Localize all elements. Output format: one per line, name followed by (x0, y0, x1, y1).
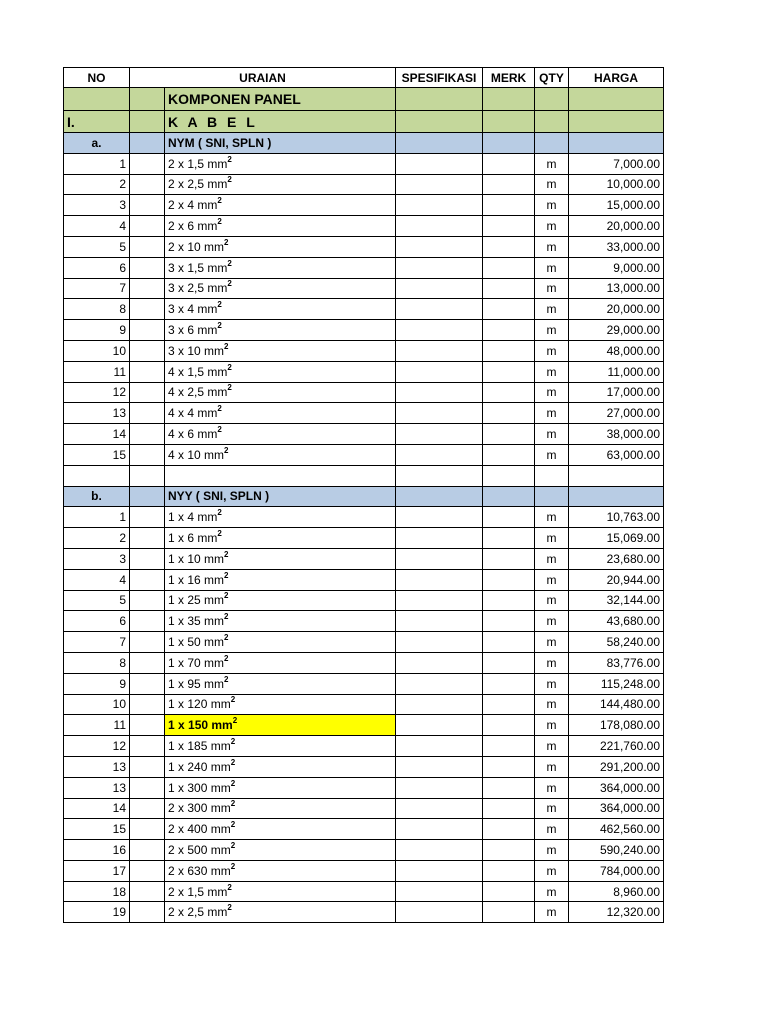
cable-size: 2 x 4 mm (168, 198, 218, 213)
superscript: 2 (227, 882, 232, 892)
table-row (64, 153, 664, 174)
superscript: 2 (224, 237, 229, 247)
row-no: 14 (64, 424, 130, 445)
row-price: 11,000.00 (569, 361, 664, 382)
table-row (64, 174, 664, 195)
row-description (165, 340, 396, 361)
row-description (165, 590, 396, 611)
superscript: 2 (230, 820, 236, 830)
row-no: 12 (64, 736, 130, 757)
cable-size: 3 x 6 mm (168, 323, 218, 338)
row-price: 43,680.00 (569, 611, 664, 632)
row-price: 221,760.00 (569, 736, 664, 757)
row-unit: m (535, 153, 569, 174)
superscript: 2 (230, 799, 236, 809)
cable-size: 1 x 6 mm (168, 531, 218, 546)
section-label: K A B E L (165, 111, 396, 133)
superscript: 2 (230, 861, 236, 871)
row-no: 10 (64, 340, 130, 361)
cable-size: 1 x 16 mm (168, 572, 225, 587)
table-row (64, 382, 664, 403)
row-description (165, 174, 396, 195)
row-price: 83,776.00 (569, 652, 664, 673)
row-price: 63,000.00 (569, 444, 664, 465)
superscript: 2 (227, 383, 232, 393)
row-description (165, 195, 396, 216)
row-price: 20,000.00 (569, 216, 664, 237)
cable-size: 1 x 120 mm (168, 697, 231, 712)
cable-size: 1 x 95 mm (168, 676, 225, 691)
header-spesifikasi: SPESIFIKASI (396, 68, 483, 88)
cable-size: 1 x 185 mm (168, 739, 231, 753)
cable-size: 2 x 2,5 mm (168, 177, 228, 192)
row-description (165, 548, 396, 569)
superscript: 2 (224, 633, 229, 643)
row-no: 5 (64, 236, 130, 257)
row-price: 15,069.00 (569, 528, 664, 549)
row-description (165, 569, 396, 590)
superscript: 2 (227, 279, 232, 289)
row-price: 33,000.00 (569, 236, 664, 257)
row-no: 3 (64, 548, 130, 569)
price-table (63, 67, 664, 923)
cable-size: 4 x 10 mm (168, 447, 225, 462)
row-unit: m (535, 590, 569, 611)
row-price: 364,000.00 (569, 798, 664, 819)
cable-size: 1 x 4 mm (168, 510, 218, 525)
table-row (64, 632, 664, 653)
subsection-b-row (64, 486, 664, 507)
superscript: 2 (227, 362, 232, 372)
row-price: 58,240.00 (569, 632, 664, 653)
row-no: 19 (64, 902, 130, 923)
table-row (64, 424, 664, 445)
row-no: 16 (64, 840, 130, 861)
row-unit: m (535, 694, 569, 715)
row-no: 7 (64, 632, 130, 653)
table-row (64, 673, 664, 694)
subsection-a-label: NYM ( SNI, SPLN ) (165, 133, 396, 154)
row-unit: m (535, 444, 569, 465)
cable-size: 3 x 2,5 mm (168, 281, 228, 296)
row-unit: m (535, 569, 569, 590)
row-description (165, 715, 396, 736)
row-price: 20,000.00 (569, 299, 664, 320)
row-price: 29,000.00 (569, 320, 664, 341)
row-description (165, 236, 396, 257)
table-row (64, 236, 664, 257)
row-unit: m (535, 652, 569, 673)
superscript: 2 (230, 737, 236, 746)
row-no: 11 (64, 361, 130, 382)
row-price: 27,000.00 (569, 403, 664, 424)
table-row (64, 361, 664, 382)
subsection-b-label: NYY ( SNI, SPLN ) (165, 486, 396, 507)
row-price: 38,000.00 (569, 424, 664, 445)
table-row (64, 902, 664, 923)
table-row (64, 798, 664, 819)
cable-size: 1 x 70 mm (168, 655, 225, 670)
cable-size: 4 x 1,5 mm (168, 364, 228, 379)
row-description (165, 673, 396, 694)
superscript: 2 (224, 591, 229, 601)
row-price: 291,200.00 (569, 756, 664, 777)
cable-size: 3 x 1,5 mm (168, 260, 228, 275)
row-unit: m (535, 236, 569, 257)
row-unit: m (535, 320, 569, 341)
title-label: KOMPONEN PANEL (165, 88, 396, 111)
row-unit: m (535, 424, 569, 445)
row-price: 48,000.00 (569, 340, 664, 361)
row-no: 1 (64, 153, 130, 174)
row-description (165, 528, 396, 549)
table-row (64, 444, 664, 465)
table-row (64, 257, 664, 278)
row-description (165, 840, 396, 861)
row-description (165, 278, 396, 299)
row-no: 12 (64, 382, 130, 403)
table-row (64, 652, 664, 673)
row-price: 8,960.00 (569, 881, 664, 902)
superscript: 2 (230, 778, 236, 788)
superscript: 2 (232, 716, 238, 726)
row-price: 12,320.00 (569, 902, 664, 923)
table-row (64, 819, 664, 840)
table-row (64, 715, 664, 736)
table-row (64, 611, 664, 632)
row-price: 17,000.00 (569, 382, 664, 403)
row-unit: m (535, 673, 569, 694)
row-no: 1 (64, 507, 130, 528)
row-no: 15 (64, 819, 130, 840)
table-row (64, 216, 664, 237)
row-description (165, 361, 396, 382)
superscript: 2 (227, 154, 232, 164)
row-description (165, 257, 396, 278)
row-description (165, 756, 396, 777)
cable-size: 2 x 400 mm (168, 822, 231, 837)
row-unit: m (535, 548, 569, 569)
header-merk: MERK (483, 68, 535, 88)
row-unit: m (535, 382, 569, 403)
cable-size: 1 x 300 mm (168, 780, 231, 795)
row-description (165, 382, 396, 403)
row-no: 14 (64, 798, 130, 819)
row-no: 5 (64, 590, 130, 611)
superscript: 2 (227, 175, 232, 185)
superscript: 2 (224, 549, 229, 559)
row-description (165, 444, 396, 465)
row-unit: m (535, 777, 569, 798)
row-description (165, 403, 396, 424)
row-unit: m (535, 902, 569, 923)
cable-size: 2 x 630 mm (168, 863, 231, 878)
row-description (165, 881, 396, 902)
superscript: 2 (217, 529, 222, 539)
table-row (64, 736, 664, 757)
row-unit: m (535, 798, 569, 819)
table-row (64, 299, 664, 320)
table-row (64, 507, 664, 528)
row-unit: m (535, 736, 569, 757)
row-description (165, 736, 396, 757)
row-no: 7 (64, 278, 130, 299)
row-description (165, 902, 396, 923)
row-no: 2 (64, 528, 130, 549)
row-unit: m (535, 195, 569, 216)
table-row (64, 881, 664, 902)
row-unit: m (535, 756, 569, 777)
section-no: I. (64, 111, 130, 133)
row-no: 11 (64, 715, 130, 736)
cable-size: 2 x 1,5 mm (168, 884, 228, 899)
table-row (64, 590, 664, 611)
row-no: 10 (64, 694, 130, 715)
superscript: 2 (224, 674, 229, 684)
table-row (64, 320, 664, 341)
table-row (64, 278, 664, 299)
cable-size: 4 x 2,5 mm (168, 385, 228, 400)
cable-size: 1 x 10 mm (168, 551, 225, 566)
row-description (165, 611, 396, 632)
row-description (165, 153, 396, 174)
row-description (165, 632, 396, 653)
row-no: 8 (64, 652, 130, 673)
subsection-b-no: b. (64, 486, 130, 507)
cable-size: 2 x 1,5 mm (168, 156, 228, 171)
cable-size: 1 x 150 mm (168, 718, 233, 733)
row-price: 32,144.00 (569, 590, 664, 611)
row-unit: m (535, 403, 569, 424)
row-no: 6 (64, 611, 130, 632)
row-no: 4 (64, 216, 130, 237)
row-no: 17 (64, 860, 130, 881)
row-no: 8 (64, 299, 130, 320)
row-no: 13 (64, 777, 130, 798)
row-description (165, 507, 396, 528)
row-unit: m (535, 528, 569, 549)
table-row (64, 528, 664, 549)
row-description (165, 694, 396, 715)
row-unit: m (535, 299, 569, 320)
row-price: 364,000.00 (569, 777, 664, 798)
header-row (64, 68, 664, 88)
cable-size: 1 x 35 mm (168, 614, 225, 629)
header-uraian: URAIAN (130, 68, 396, 88)
row-price: 23,680.00 (569, 548, 664, 569)
row-unit: m (535, 507, 569, 528)
row-price: 144,480.00 (569, 694, 664, 715)
row-description (165, 777, 396, 798)
row-price: 9,000.00 (569, 257, 664, 278)
row-description (165, 798, 396, 819)
cable-size: 3 x 10 mm (168, 343, 225, 358)
row-price: 15,000.00 (569, 195, 664, 216)
superscript: 2 (230, 757, 236, 767)
row-price: 590,240.00 (569, 840, 664, 861)
subsection-a-row (64, 133, 664, 154)
row-price: 784,000.00 (569, 860, 664, 881)
cable-size: 2 x 6 mm (168, 219, 218, 234)
row-description (165, 819, 396, 840)
table-row (64, 340, 664, 361)
row-description (165, 860, 396, 881)
row-no: 3 (64, 195, 130, 216)
superscript: 2 (217, 321, 222, 331)
title-row (64, 88, 664, 111)
row-price: 178,080.00 (569, 715, 664, 736)
cable-size: 2 x 300 mm (168, 801, 231, 816)
row-price: 20,944.00 (569, 569, 664, 590)
header-no: NO (64, 68, 130, 88)
table-row (64, 777, 664, 798)
superscript: 2 (224, 612, 229, 622)
table-row (64, 840, 664, 861)
row-price: 462,560.00 (569, 819, 664, 840)
row-unit: m (535, 860, 569, 881)
row-unit: m (535, 340, 569, 361)
superscript: 2 (224, 653, 229, 663)
cable-size: 1 x 50 mm (168, 635, 225, 650)
row-unit: m (535, 881, 569, 902)
cable-size: 2 x 500 mm (168, 842, 231, 857)
header-qty: QTY (535, 68, 569, 88)
row-no: 9 (64, 320, 130, 341)
blank-row (64, 465, 664, 486)
row-description (165, 424, 396, 445)
row-unit: m (535, 840, 569, 861)
row-description (165, 652, 396, 673)
superscript: 2 (217, 508, 222, 518)
row-price: 10,000.00 (569, 174, 664, 195)
cable-size: 4 x 4 mm (168, 406, 218, 421)
row-no: 4 (64, 569, 130, 590)
row-description (165, 216, 396, 237)
superscript: 2 (224, 570, 229, 580)
table-row (64, 548, 664, 569)
row-price: 7,000.00 (569, 153, 664, 174)
header-harga: HARGA (569, 68, 664, 88)
row-no: 13 (64, 756, 130, 777)
row-unit: m (535, 174, 569, 195)
row-unit: m (535, 361, 569, 382)
cable-size: 2 x 10 mm (168, 239, 225, 254)
superscript: 2 (224, 445, 229, 455)
table-row (64, 756, 664, 777)
row-no: 15 (64, 444, 130, 465)
row-unit: m (535, 611, 569, 632)
superscript: 2 (217, 404, 222, 414)
table-row (64, 860, 664, 881)
row-unit: m (535, 278, 569, 299)
table-row (64, 403, 664, 424)
row-no: 13 (64, 403, 130, 424)
table-row (64, 569, 664, 590)
row-price: 115,248.00 (569, 673, 664, 694)
table-row (64, 195, 664, 216)
row-price: 13,000.00 (569, 278, 664, 299)
cable-size: 4 x 6 mm (168, 427, 218, 442)
row-unit: m (535, 715, 569, 736)
superscript: 2 (227, 258, 232, 268)
superscript: 2 (224, 341, 229, 351)
row-unit: m (535, 257, 569, 278)
cable-size: 3 x 4 mm (168, 302, 218, 317)
superscript: 2 (217, 196, 222, 206)
superscript: 2 (230, 840, 236, 850)
section-row (64, 111, 664, 133)
superscript: 2 (230, 695, 236, 705)
row-no: 9 (64, 673, 130, 694)
cable-size: 2 x 2,5 mm (168, 905, 228, 920)
row-no: 18 (64, 881, 130, 902)
row-unit: m (535, 819, 569, 840)
cable-size: 1 x 240 mm (168, 759, 231, 774)
table-row (64, 694, 664, 715)
row-no: 6 (64, 257, 130, 278)
cable-size: 1 x 25 mm (168, 593, 225, 608)
superscript: 2 (217, 425, 222, 435)
subsection-a-no: a. (64, 133, 130, 154)
row-description (165, 299, 396, 320)
row-description (165, 320, 396, 341)
row-unit: m (535, 632, 569, 653)
superscript: 2 (217, 217, 222, 227)
row-unit: m (535, 216, 569, 237)
row-no: 2 (64, 174, 130, 195)
superscript: 2 (227, 903, 232, 913)
row-price: 10,763.00 (569, 507, 664, 528)
superscript: 2 (217, 300, 222, 310)
